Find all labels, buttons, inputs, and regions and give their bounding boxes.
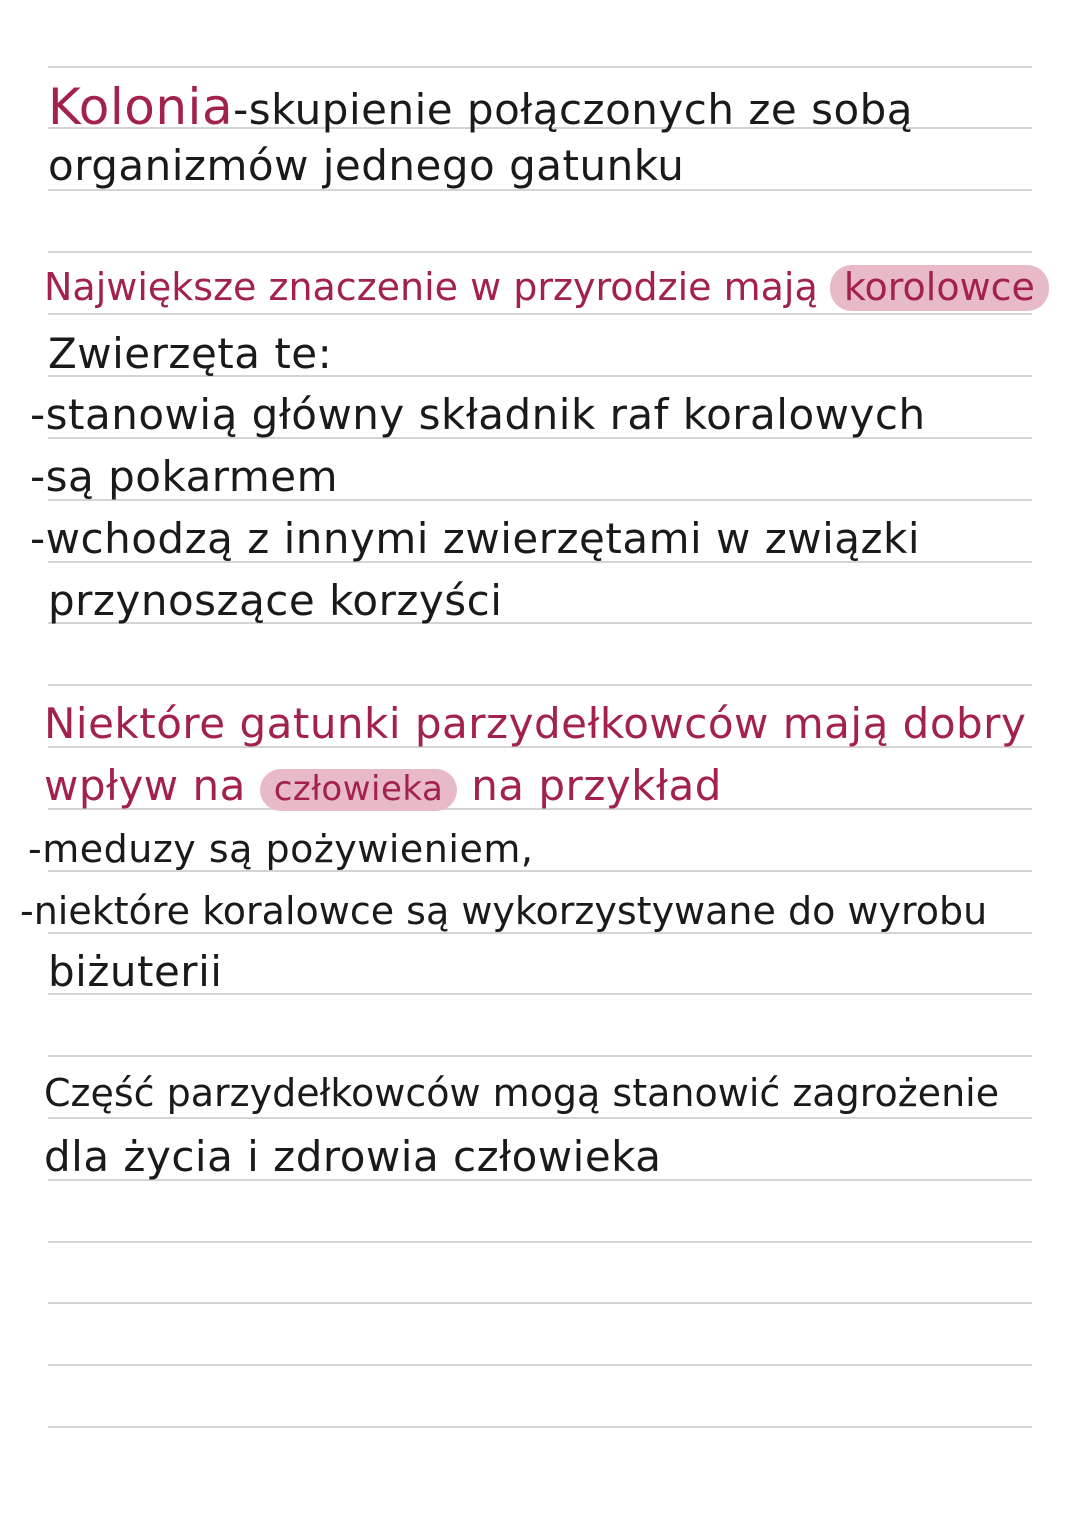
ruled-line [48,1055,1032,1057]
dobry-wplyw-heading-line-1: Niektóre gatunki parzydełkowców mają dobry [44,699,1027,748]
korale-list-item: -są pokarmem [30,452,338,501]
korale-heading [44,265,1049,309]
korale-list-item: -stanowią główny składnik raf koralowych [30,390,926,439]
kolonia-term: Kolonia [48,78,234,136]
ruled-line [48,313,1032,315]
ruled-line [48,1364,1032,1366]
ruled-line [48,1117,1032,1119]
kolonia-definition-text: -skupienie połączonych ze sobą [233,85,914,134]
ruled-line [48,1241,1032,1243]
dobry-wplyw-highlighted-term: człowieka [260,769,458,811]
dobry-wplyw-heading-line-2 [44,761,722,810]
ruled-line [48,1302,1032,1304]
dobry-wplyw-heading-prefix: wpływ na [44,761,246,810]
zagrozenie-line-2: dla życia i zdrowia człowieka [44,1132,662,1181]
korale-list-item-continuation: przynoszące korzyści [48,576,503,625]
ruled-line [48,251,1032,253]
korale-highlighted-term: korolowce [830,265,1049,311]
korale-heading-text: Największe znaczenie w przyrodzie mają [44,265,818,309]
ruled-line [48,1426,1032,1428]
korale-intro: Zwierzęta te: [48,329,333,378]
kolonia-definition-line-1 [48,78,914,136]
zagrozenie-line-1: Część parzydełkowców mogą stanowić zagrożenie [44,1071,1000,1115]
kolonia-definition-line-2: organizmów jednego gatunku [48,141,685,190]
ruled-line [48,684,1032,686]
dobry-wplyw-list-item-continuation: biżuterii [48,947,223,996]
dobry-wplyw-list-item: -meduzy są pożywieniem, [28,827,534,871]
dobry-wplyw-list-item: -niektóre koralowce są wykorzystywane do wyrobu [20,889,988,933]
korale-list-item: -wchodzą z innymi zwierzętami w związki [30,514,921,563]
dobry-wplyw-heading-suffix: na przykład [471,761,722,810]
ruled-line [48,66,1032,68]
